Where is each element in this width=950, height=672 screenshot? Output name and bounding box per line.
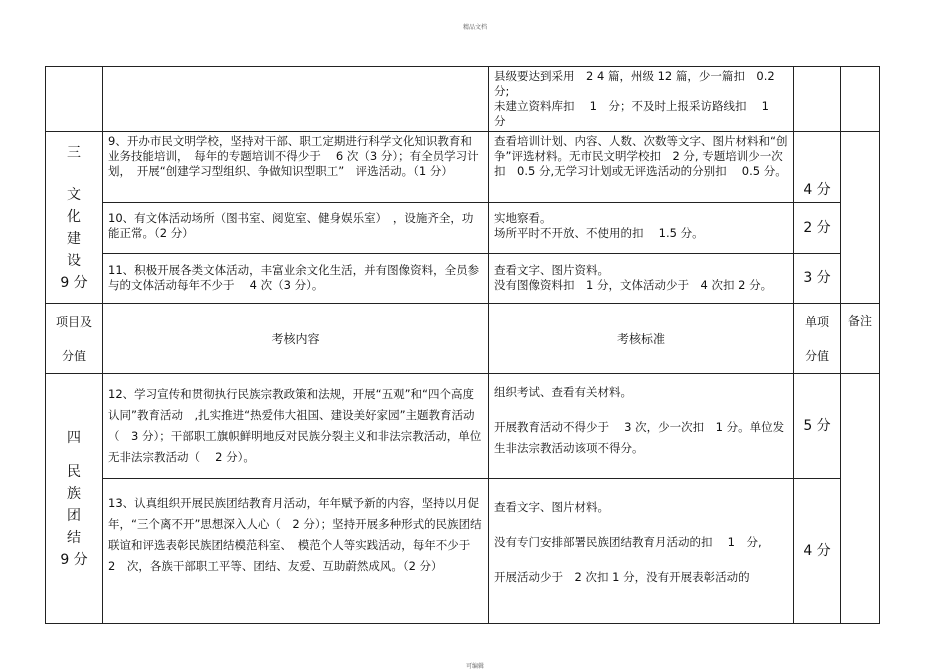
criteria-cell: 组织考试、查看有关材料。 开展教育活动不得少于 3 次，少一次扣 1 分。单位发生非法宗教活动该项不得分。 bbox=[489, 374, 794, 479]
header-content: 考核内容 bbox=[103, 304, 489, 374]
assessment-table bbox=[45, 66, 880, 624]
score-cell: 2 分 bbox=[794, 203, 841, 254]
score-cell: 3 分 bbox=[794, 254, 841, 304]
header-criteria: 考核标准 bbox=[489, 304, 794, 374]
criteria-cell: 查看培训计划、内容、人数、次数等文字、图片材料和“创争”评选材料。无市民文明学校扣 2 分, 专题培训少一次扣 0.5 分,无学习计划或无评选活动的分别扣 0.5 分。 bbox=[489, 132, 794, 203]
header-score: 单项 分值 bbox=[794, 304, 841, 374]
header-project: 项目及 分值 bbox=[46, 304, 103, 374]
content-cell: 12、学习宣传和贯彻执行民族宗教政策和法规，开展“五观”和“四个高度认同”教育活动 ,扎实推进“热爱伟大祖国、建设美好家园”主题教育活动（ 3 分）；干部职工旗帜鲜明地反对民族分裂主义和非法宗教活动，单位无非法宗教活动（ 2 分）。 bbox=[103, 374, 489, 479]
criteria-cell: 查看文字、图片资料。 没有图像资料扣 1 分，文体活动少于 4 次扣 2 分。 bbox=[489, 254, 794, 304]
score-cell bbox=[794, 67, 841, 132]
page-footer-note: 可编辑 bbox=[465, 663, 484, 670]
score-cell: 4 分 bbox=[794, 479, 841, 624]
criteria-cell: 县级要达到采用 2 4 篇，州级 12 篇，少一篇扣 0.2 分; 未建立资料库扣 1 分；不及时上报采访路线扣 1 分 bbox=[489, 67, 794, 132]
remark-cell bbox=[841, 67, 880, 132]
table-row-continued bbox=[46, 67, 880, 132]
score-cell: 5 分 bbox=[794, 374, 841, 479]
score-cell: 4 分 bbox=[794, 132, 841, 203]
table-row bbox=[46, 479, 880, 624]
content-cell: 11、积极开展各类文体活动，丰富业余文化生活，并有图像资料，全员参与的文体活动每年不少于 4 次（3 分）。 bbox=[103, 254, 489, 304]
remark-cell bbox=[841, 132, 880, 304]
section-label-ethnic-unity: 四 民 族 团 结 9 分 bbox=[46, 374, 103, 624]
page-header-note: 精品文档 bbox=[462, 24, 487, 31]
criteria-cell: 查看文字、图片材料。 没有专门安排部署民族团结教育月活动的扣 1 分, 开展活动少于 2 次扣 1 分，没有开展表彰活动的 bbox=[489, 479, 794, 624]
table-row bbox=[46, 132, 880, 203]
header-remark: 备注 bbox=[841, 304, 880, 374]
content-cell: 13、认真组织开展民族团结教育月活动，年年赋予新的内容，坚持以月促年，“三个离不开”思想深入人心（ 2 分）；坚持开展多种形式的民族团结联谊和评选表彰民族团结模范科室、 模范个人等实践活动，每年不少于 2 次，各族干部职工平等、团结、友爱、互助蔚然成风。（2 分） bbox=[103, 479, 489, 624]
content-cell: 9、开办市民文明学校，坚持对干部、职工定期进行科学文化知识教育和业务技能培训， 每年的专题培训不得少于 6 次（3 分）；有全员学习计划， 开展“创建学习型组织、争做知识型职工” 评选活动。（1 分） bbox=[103, 132, 489, 203]
content-cell: 10、有文体活动场所（图书室、阅览室、健身娱乐室） ，设施齐全，功能正常。（2 分） bbox=[103, 203, 489, 254]
project-cell bbox=[46, 67, 103, 132]
content-cell bbox=[103, 67, 489, 132]
remark-cell bbox=[841, 374, 880, 624]
table-header-row bbox=[46, 304, 880, 374]
table-row bbox=[46, 254, 880, 304]
table-row bbox=[46, 374, 880, 479]
section-label-culture: 三 文 化 建 设 9 分 bbox=[46, 132, 103, 304]
table-row bbox=[46, 203, 880, 254]
criteria-cell: 实地察看。 场所平时不开放、不使用的扣 1.5 分。 bbox=[489, 203, 794, 254]
